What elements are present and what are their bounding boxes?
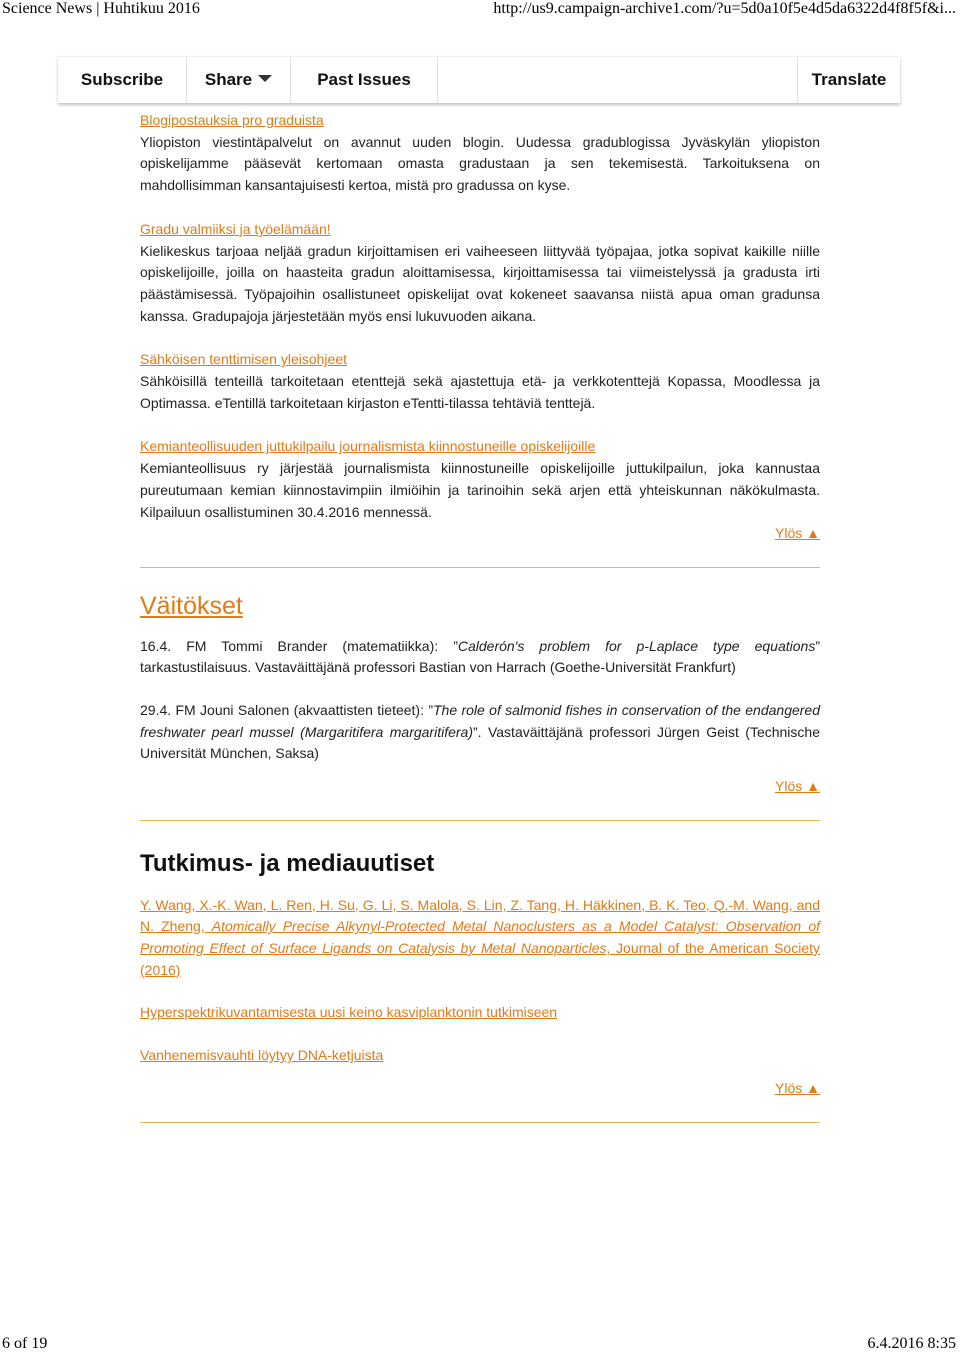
print-header — [0, 0, 960, 20]
news-item — [140, 219, 820, 328]
print-header-url: http://us9.campaign-archive1.com/?u=5d0a10f5e4d5da6322d4f8f5f&i... — [493, 0, 956, 17]
past-issues-button[interactable]: Past Issues — [317, 70, 411, 89]
news-item — [140, 110, 820, 197]
share-label: Share — [204, 70, 253, 89]
section-divider — [140, 820, 820, 821]
research-reference — [140, 895, 820, 982]
news-item-text: Yliopiston viestintäpalvelut on avannut uuden blogin. Uudessa gradublogissa Jyväskylän yliopiston opiskelijamme pääsevät kertomaan omasta gradustaan ja sen tekemisestä. Tarkoituksena on mahdollisimman kansantajuisesti kertoa, mistä pro gradussa on kyse. — [140, 133, 820, 194]
back-to-top — [140, 1078, 820, 1100]
media-news-link[interactable]: Hyperspektrikuvantamisesta uusi keino kasviplanktonin tutkimiseen — [140, 1004, 558, 1021]
section-divider — [140, 1122, 820, 1123]
dissertation-details: ” tarkastustilaisuus. Vastaväittäjänä professori Bastian von Harrach (Goethe-Universität Frankfurt) — [140, 637, 820, 676]
news-item-link[interactable]: Sähköisen tenttimisen yleisohjeet — [140, 351, 348, 368]
caret-down-icon — [258, 75, 272, 82]
dissertation-item — [140, 636, 820, 679]
share-button[interactable] — [187, 57, 290, 103]
dissertation-item — [140, 700, 820, 765]
dissertation-intro: 29.4. FM Jouni Salonen (akvaattisten tieteet): ” — [140, 702, 433, 719]
dissertation-details: ”. Vastaväittäjänä professori Jürgen Geist (Technische Universität München, Saksa) — [140, 723, 820, 762]
back-to-top-link[interactable]: Ylös ▲ — [775, 1079, 820, 1096]
section-heading-link[interactable]: Väitökset — [140, 591, 243, 620]
reference-title-link[interactable]: Atomically Precise Alkynyl-Protected Metal Nanoclusters as a Model Catalyst: Observation of Promoting Effect of Surface Ligands on Catalysis by Metal Nanoparticles — [140, 918, 820, 956]
back-to-top — [140, 776, 820, 798]
print-header-title: Science News | Huhtikuu 2016 — [2, 0, 200, 17]
news-item — [140, 436, 820, 523]
news-item — [140, 349, 820, 414]
section-heading-tutkimus: Tutkimus- ja mediauutiset — [140, 849, 435, 877]
newsletter-content — [140, 110, 820, 1123]
back-to-top-link[interactable]: Ylös ▲ — [775, 525, 820, 542]
news-item-text: Kemianteollisuus ry järjestää journalismista kiinnostuneille opiskelijoille juttukilpailun, joka kannustaa pureutumaan kemian kiinnostavimpiin ilmiöihin ja tarinoihin sekä arjen että yhteiskunnan näkökulmasta. Kilpailuun osallistuminen 30.4.2016 mennessä. — [140, 460, 820, 520]
media-news-item — [140, 1045, 820, 1067]
subscribe-button[interactable]: Subscribe — [80, 70, 164, 89]
reference-journal-link[interactable]: , Journal of the American Society (2016) — [140, 939, 820, 978]
top-nav-bar — [58, 56, 900, 103]
translate-button[interactable]: Translate — [811, 70, 887, 89]
nav-divider — [437, 57, 438, 103]
news-item-link[interactable]: Kemianteollisuuden juttukilpailu journalismista kiinnostuneille opiskelijoille — [140, 438, 596, 455]
news-item-text: Kielikeskus tarjoaa neljää gradun kirjoittamisen eri vaiheeseen liittyvää työpajaa, jotka sopivat kaikille niille opiskelijoille, joilla on haasteita gradun aloittamisessa, kirjoittamisessa tai viimeistelyssä ja gradusta irti päästämisessä. Työpajoihin osallistuneet opiskelijat ovat kokeneet saavansa niistä apua oman gradunsa kanssa. Gradupajoja järjestetään myös ensi lukuvuoden aikana. — [140, 242, 820, 324]
news-item-text: Sähköisillä tenteillä tarkoitetaan etenttejä sekä ajastettuja etä- ja verkkotenttejä Kopassa, Moodlessa ja Optimassa. eTentillä tarkoitetaan kirjaston eTentti-tilassa tehtäviä tenttejä. — [140, 373, 820, 411]
print-timestamp: 6.4.2016 8:35 — [867, 1335, 956, 1352]
back-to-top — [140, 523, 820, 545]
media-news-item — [140, 1002, 820, 1024]
section-heading-vaitokset[interactable] — [140, 591, 820, 620]
section-divider — [140, 567, 820, 568]
dissertation-title: Calderón's problem for p-Laplace type equations — [457, 637, 816, 654]
dissertation-intro: 16.4. FM Tommi Brander (matematiikka): ” — [140, 637, 458, 654]
media-news-link[interactable]: Vanhenemisvauhti löytyy DNA-ketjuista — [140, 1047, 384, 1064]
back-to-top-link[interactable]: Ylös ▲ — [775, 778, 820, 795]
news-item-link[interactable]: Gradu valmiiksi ja työelämään! — [140, 220, 331, 237]
dissertation-title: The role of salmonid fishes in conservation of the endangered freshwater pearl mussel (Margaritifera margaritifera) — [140, 702, 820, 740]
reference-authors-link[interactable]: Y. Wang, X.-K. Wan, L. Ren, H. Su, G. Li, S. Malola, S. Lin, Z. Tang, H. Häkkinen, B. K. Teo, Q.-M. Wang, and N. Zheng, — [140, 896, 820, 935]
news-item-link[interactable]: Blogipostauksia pro graduista — [140, 112, 324, 128]
print-page-number: 6 of 19 — [2, 1335, 48, 1352]
